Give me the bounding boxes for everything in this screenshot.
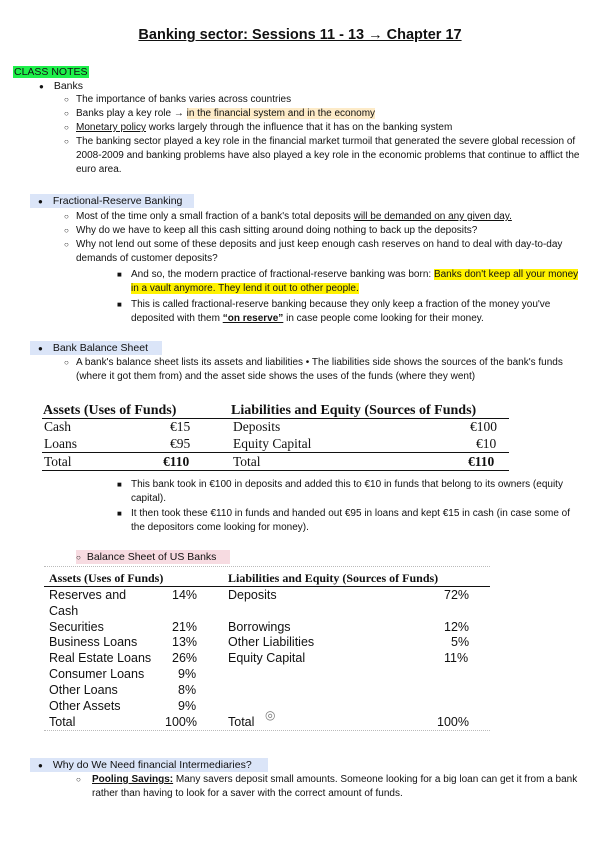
table2-header-assets: Assets (Uses of Funds) <box>49 571 164 585</box>
fi-heading: ● Why do We Need financial Intermediaries? <box>30 758 268 772</box>
table2-cell: 21% <box>172 620 198 634</box>
banks-heading: ● Banks <box>39 80 84 92</box>
table1-cell: Loans <box>44 436 77 451</box>
table1-header-assets: Assets (Uses of Funds) <box>43 403 177 418</box>
table2-cell: 5% <box>451 635 470 649</box>
table2-cell: Total <box>228 715 255 729</box>
table2-cell: Securities <box>49 620 104 634</box>
frb-heading: ● Fractional-Reserve Banking <box>30 194 194 208</box>
table2-cell: Business Loans <box>49 635 138 649</box>
table2-dots <box>44 566 490 567</box>
table2-cell: Consumer Loans <box>49 667 145 681</box>
table1-cell: €100 <box>470 419 497 434</box>
table1-rule <box>42 452 509 453</box>
table2-cell: 12% <box>444 620 470 634</box>
table2-cell: 100% <box>165 715 197 729</box>
table2-cell: Reserves and <box>49 588 127 602</box>
frb-item-3: ○ Why not lend out some of these deposits and just keep enough cash reserves on hand to deal with day-to-day demands of customer deposits? <box>64 239 563 264</box>
table1-cell: Total <box>233 454 261 469</box>
table2-cell: 14% <box>172 588 198 602</box>
table1-header-liabilities: Liabilities and Equity (Sources of Funds) <box>231 403 477 418</box>
table2-cell: Real Estate Loans <box>49 651 152 665</box>
table2-cell: 9% <box>178 699 197 713</box>
table2-cell: Deposits <box>228 588 277 602</box>
banks-item-2: ○ Banks play a key role → in the financial system and in the economy <box>64 108 376 119</box>
us-heading: ○ Balance Sheet of US Banks <box>76 550 230 564</box>
table2-cell: 9% <box>178 667 197 681</box>
table2-cell: 100% <box>437 715 469 729</box>
table1-cell: Total <box>44 454 72 469</box>
frb-sub-1: ■ And so, the modern practice of fractional-reserve banking was born: Banks don't keep all your money in a vault anymore. They lend it out to other people. <box>117 269 579 294</box>
frb-sub-2: ■ This is called fractional-reserve banking because they only keep a fraction of the money you've deposited with them “on reserve” in case people come looking for their money. <box>117 299 551 324</box>
banks-item-3: ○ Monetary policy works largely through the influence that it has on the banking system <box>64 122 453 133</box>
table2-cell: 72% <box>444 588 470 602</box>
table1-cell: Deposits <box>233 419 281 434</box>
table1-cell: Cash <box>44 419 71 434</box>
table2-rule <box>44 586 490 587</box>
page-title: Banking sector: Sessions 11 - 13 → Chapter 17 <box>138 27 462 43</box>
class-notes-label: CLASS NOTES <box>14 66 88 78</box>
bbs-item-1: ○ A bank's balance sheet lists its assets and liabilities • The liabilities side shows the sources of the bank's funds (where it got them from) and the asset side shows the uses of the funds (where they went) <box>64 357 563 382</box>
table2-cell: Borrowings <box>228 620 291 634</box>
table1-cell: €15 <box>170 419 191 434</box>
table2-cell: 11% <box>444 651 469 665</box>
table1-cell: Equity Capital <box>233 436 312 451</box>
frb-item-2: ○ Why do we have to keep all this cash sitting around doing nothing to back up the deposits? <box>64 225 478 236</box>
table1-cell: €10 <box>476 436 497 451</box>
frb-item-1: ○ Most of the time only a small fraction of a bank's total deposits will be demanded on any given day. <box>64 211 512 222</box>
table2-header-liabilities: Liabilities and Equity (Sources of Funds) <box>228 571 439 585</box>
fi-item-1: ○ Pooling Savings: Many savers deposit small amounts. Someone looking for a big loan can get it from a bank rather than having to look for a saver with the correct amount of funds. <box>76 774 578 799</box>
table2-dots <box>44 730 490 731</box>
table2-cell: Other Assets <box>49 699 121 713</box>
banks-item-4: ○ The banking sector played a key role in the financial market turmoil that generated the severe global recession of 2008-2009 and banking problems have also played a key role in the economic problems that continue to afflict the euro area. <box>64 136 580 175</box>
table1-cell: €110 <box>468 454 495 469</box>
table2-cell: 8% <box>178 683 197 697</box>
table1-rule <box>42 418 509 419</box>
table2-cell: 13% <box>172 635 198 649</box>
table2-cell: Cash <box>49 604 79 618</box>
bbs-sub-1: ■ This bank took in €100 in deposits and added this to €10 in funds that belong to its owners (equity capital). <box>117 479 563 504</box>
target-icon: ◎ <box>265 708 276 722</box>
table1-rule <box>42 470 509 471</box>
table2-cell: Other Liabilities <box>228 635 315 649</box>
table1-cell: €95 <box>170 436 191 451</box>
bbs-heading: ● Bank Balance Sheet <box>30 341 162 355</box>
banks-item-1: ○ The importance of banks varies across countries <box>64 94 292 105</box>
table1-cell: €110 <box>163 454 190 469</box>
banks-heading-text: Banks <box>53 80 84 92</box>
table2-cell: Total <box>49 715 76 729</box>
table2-cell: Other Loans <box>49 683 118 697</box>
bbs-sub-2: ■ It then took these €110 in funds and handed out €95 in loans and kept €15 in cash (in case some of the depositors come looking for money). <box>117 508 571 533</box>
table2-cell: Equity Capital <box>228 651 306 665</box>
table2-cell: 26% <box>172 651 198 665</box>
